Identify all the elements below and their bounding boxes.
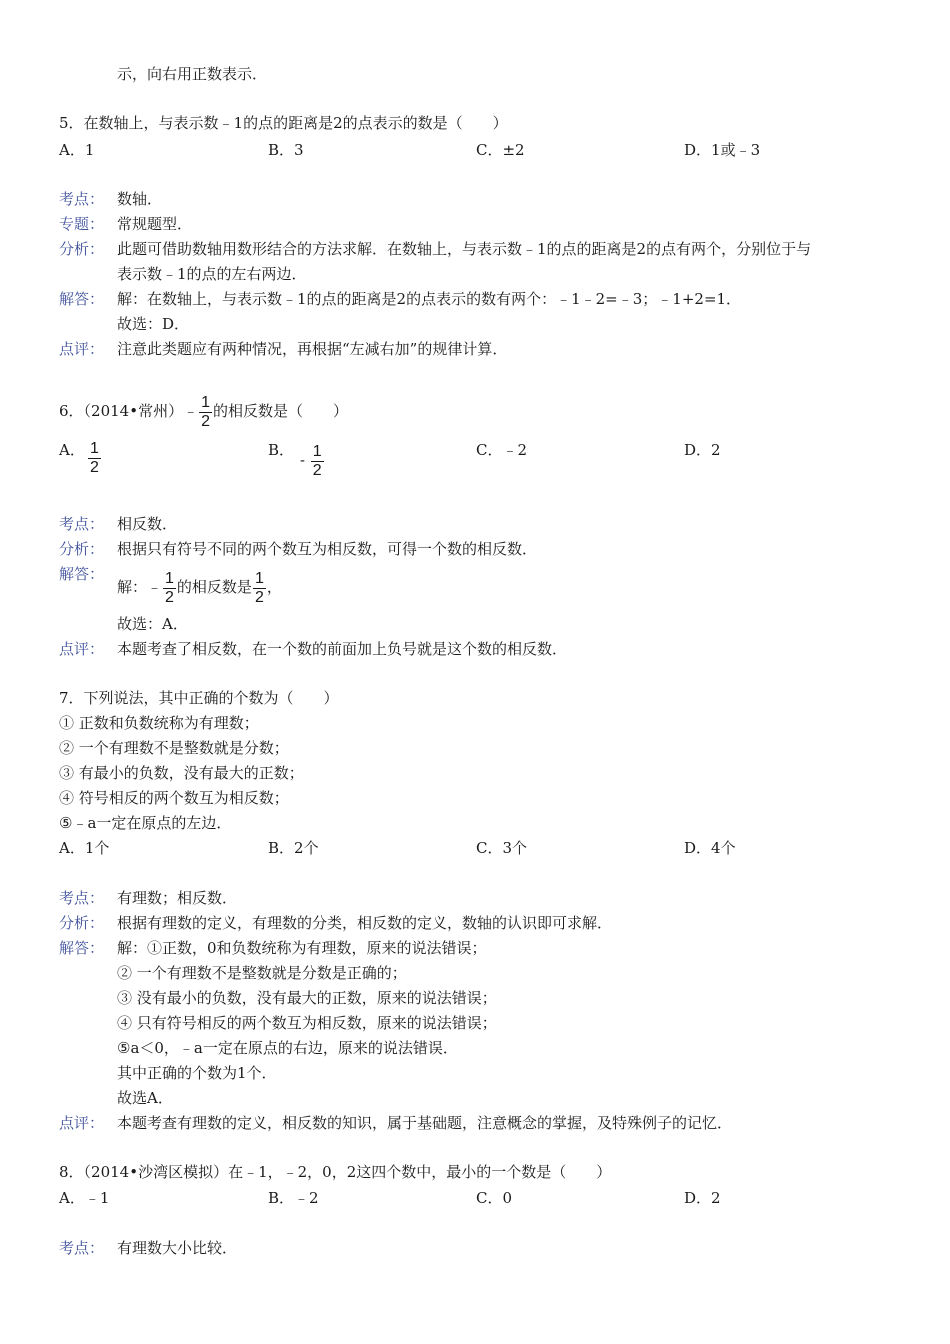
q7-dianping: 本题考查有理数的定义，相反数的知识，属于基础题，注意概念的掌握，及特殊例子的记忆．	[117, 1114, 733, 1132]
frac-numerator: 1	[201, 393, 210, 411]
q6-fenxi: 根据只有符号不同的两个数互为相反数，可得一个数的相反数．	[117, 540, 538, 558]
q7-option-d: D．4个	[684, 839, 736, 857]
q6-jieda-mid: 的相反数是	[176, 578, 252, 596]
frac-denominator: 2	[201, 412, 210, 430]
q7-kaodian-label: 考点：	[59, 889, 105, 907]
q6-dianping-label: 点评：	[59, 640, 105, 658]
q6-stem-suffix: 的相反数是（ ）	[212, 402, 348, 420]
q6-option-a-value	[87, 440, 102, 477]
q7-jieda-line-7: 故选A．	[117, 1089, 173, 1107]
q7-option-b: B．2个	[268, 839, 319, 857]
q5-option-c: C．±2	[476, 141, 525, 159]
q5-kaodian: 数轴．	[117, 190, 163, 208]
frac-numerator: 1	[312, 442, 322, 460]
q5-zhuanti: 常规题型．	[117, 215, 193, 233]
q8-option-c: C．0	[476, 1189, 513, 1207]
q7-statement-4: ④ 符号相反的两个数互为相反数；	[59, 789, 289, 807]
frac-numerator: 1	[165, 569, 174, 587]
q5-dianping-label: 点评：	[59, 340, 105, 358]
q6-fenxi-label: 分析：	[59, 540, 105, 558]
q7-fenxi: 根据有理数的定义，有理数的分类，相反数的定义，数轴的认识即可求解．	[117, 914, 613, 932]
question-7-stem: 7．下列说法，其中正确的个数为（ ）	[59, 689, 339, 707]
q7-jieda-line-6: 其中正确的个数为1个．	[117, 1064, 277, 1082]
question-5-stem: 5．在数轴上，与表示数﹣1的点的距离是2的点表示的数是（ ）	[59, 114, 508, 132]
q6-option-a	[59, 440, 85, 460]
q6-stem-prefix: 6．（2014•常州）﹣	[59, 402, 199, 420]
q8-option-b: B．﹣2	[268, 1189, 319, 1207]
q7-kaodian: 有理数；相反数．	[117, 889, 238, 907]
frac-denominator: 2	[254, 588, 264, 606]
q6-jieda-line-1	[117, 568, 282, 607]
q5-fenxi-label: 分析：	[59, 240, 105, 258]
q6-stem-fraction	[199, 394, 212, 431]
q6-option-c: C．﹣2	[476, 441, 528, 459]
continuation-text: 示，向右用正数表示．	[117, 65, 268, 83]
q6-kaodian: 相反数．	[117, 515, 178, 533]
frac-denominator: 2	[312, 461, 322, 479]
q6-kaodian-label: 考点：	[59, 515, 105, 533]
q6-jieda-fraction-2	[253, 570, 266, 607]
q7-statement-3: ③ 有最小的负数，没有最大的正数；	[59, 764, 304, 782]
q5-kaodian-label: 考点：	[59, 190, 105, 208]
q7-dianping-label: 点评：	[59, 1114, 105, 1132]
q6-option-a-fraction	[88, 440, 101, 477]
q7-jieda-line-2: ② 一个有理数不是整数就是分数是正确的；	[117, 964, 407, 982]
q5-jieda-label: 解答：	[59, 290, 105, 308]
q7-jieda-line-3: ③ 没有最小的负数，没有最大的正数，原来的说法错误；	[117, 989, 497, 1007]
q6-option-b-letter: B．	[268, 441, 295, 459]
q7-fenxi-label: 分析：	[59, 914, 105, 932]
frac-numerator: 1	[90, 440, 99, 457]
frac-numerator: 1	[254, 569, 264, 587]
q6-option-b-minus: -	[300, 452, 305, 469]
q5-option-b: B．3	[268, 141, 304, 159]
q5-dianping: 注意此类题应有两种情况，再根据“左减右加”的规律计算．	[117, 340, 508, 358]
q7-statement-2: ② 一个有理数不是整数就是分数；	[59, 739, 289, 757]
q7-jieda-line-5: ⑤a＜0，﹣a一定在原点的右边，原来的说法错误．	[117, 1039, 458, 1057]
question-8-stem: 8．（2014•沙湾区模拟）在﹣1，﹣2，0，2这四个数中，最小的一个数是（ ）	[59, 1163, 612, 1181]
question-6-stem	[59, 392, 348, 431]
q6-jieda-prefix: 解：﹣	[117, 578, 163, 596]
q5-jieda-line-1: 解：在数轴上，与表示数﹣1的点的距离是2的点表示的数有两个：﹣1﹣2=﹣3；﹣1+2=1．	[117, 290, 742, 308]
q7-statement-5: ⑤﹣a一定在原点的左边．	[59, 814, 232, 832]
q7-statement-1: ① 正数和负数统称为有理数；	[59, 714, 259, 732]
q8-kaodian-label: 考点：	[59, 1239, 105, 1257]
q6-dianping: 本题考查了相反数，在一个数的前面加上负号就是这个数的相反数．	[117, 640, 568, 658]
q6-jieda-fraction-1	[163, 570, 176, 607]
q6-option-b-fraction	[311, 443, 324, 480]
q7-option-a: A．1个	[59, 839, 110, 857]
q6-jieda-end: ，	[266, 578, 282, 596]
q7-jieda-line-4: ④ 只有符号相反的两个数互为相反数，原来的说法错误；	[117, 1014, 497, 1032]
frac-denominator: 2	[90, 459, 99, 476]
q6-option-d: D．2	[684, 441, 721, 459]
q7-jieda-label: 解答：	[59, 939, 105, 957]
q7-jieda-line-1: 解：①正数，0和负数统称为有理数，原来的说法错误；	[117, 939, 487, 957]
q6-option-b-value	[300, 440, 325, 481]
q7-option-c: C．3个	[476, 839, 528, 857]
frac-denominator: 2	[165, 588, 174, 606]
q5-option-a: A．1	[59, 141, 95, 159]
q6-jieda-line-2: 故选：A．	[117, 615, 188, 633]
q6-option-a-letter: A．	[59, 441, 85, 459]
q5-fenxi-line-1: 此题可借助数轴用数形结合的方法求解．在数轴上，与表示数﹣1的点的距离是2的点有两个，分别位于与	[117, 240, 812, 258]
q5-option-d: D．1或﹣3	[684, 141, 761, 159]
q8-kaodian: 有理数大小比较．	[117, 1239, 238, 1257]
q6-option-b	[268, 440, 294, 460]
q5-zhuanti-label: 专题：	[59, 215, 105, 233]
q8-option-d: D．2	[684, 1189, 721, 1207]
q6-jieda-label: 解答：	[59, 565, 105, 583]
q8-option-a: A．﹣1	[59, 1189, 110, 1207]
q5-jieda-line-2: 故选：D．	[117, 315, 190, 333]
q5-fenxi-line-2: 表示数﹣1的点的左右两边．	[117, 265, 307, 283]
